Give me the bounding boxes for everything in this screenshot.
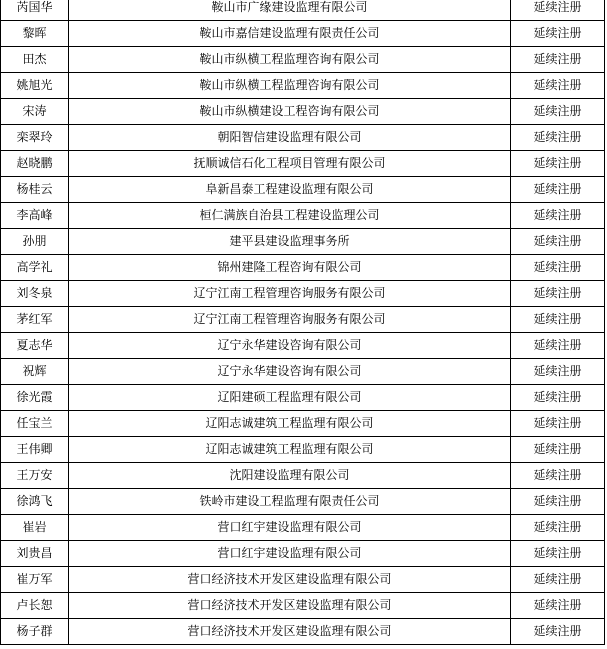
registration-status: 延续注册 — [533, 468, 582, 482]
person-name: 徐光霞 — [16, 390, 53, 404]
person-name: 赵晓鹏 — [16, 156, 53, 170]
person-name: 徐鸿飞 — [16, 494, 53, 508]
company-name: 辽阳志诚建筑工程监理有限公司 — [205, 416, 374, 430]
company-name: 辽宁永华建设咨询有限公司 — [217, 364, 362, 378]
company-cell — [69, 229, 511, 255]
status-cell — [511, 463, 605, 489]
company-cell — [69, 21, 511, 47]
name-cell — [1, 21, 69, 47]
name-cell — [1, 567, 69, 593]
registration-status: 延续注册 — [533, 572, 582, 586]
person-name: 李高峰 — [16, 208, 53, 222]
company-cell — [69, 99, 511, 125]
company-cell — [69, 73, 511, 99]
registration-status: 延续注册 — [533, 416, 582, 430]
name-cell — [1, 411, 69, 437]
company-name: 鞍山市纵横建设工程咨询有限公司 — [199, 104, 380, 118]
table-row — [1, 593, 605, 619]
status-cell — [511, 619, 605, 645]
table-row — [1, 21, 605, 47]
name-cell — [1, 229, 69, 255]
company-name: 辽阳建硕工程监理有限公司 — [217, 390, 362, 404]
name-cell — [1, 593, 69, 619]
company-cell — [69, 0, 511, 21]
registration-status: 延续注册 — [533, 494, 582, 508]
table-row — [1, 333, 605, 359]
registration-status: 延续注册 — [533, 364, 582, 378]
company-name: 沈阳建设监理有限公司 — [229, 468, 350, 482]
company-cell — [69, 489, 511, 515]
table-row — [1, 489, 605, 515]
status-cell — [511, 359, 605, 385]
registration-status: 延续注册 — [533, 234, 582, 248]
name-cell — [1, 281, 69, 307]
person-name: 茅红军 — [16, 312, 53, 326]
person-name: 黎晖 — [22, 26, 47, 40]
person-name: 杨桂云 — [16, 182, 53, 196]
status-cell — [511, 73, 605, 99]
table-row — [1, 0, 605, 21]
person-name: 高学礼 — [16, 260, 53, 274]
table-row — [1, 125, 605, 151]
status-cell — [511, 21, 605, 47]
company-cell — [69, 567, 511, 593]
table-row — [1, 515, 605, 541]
registration-status: 延续注册 — [533, 390, 582, 404]
company-name: 辽宁江南工程管理咨询服务有限公司 — [193, 312, 386, 326]
name-cell — [1, 73, 69, 99]
registration-status: 延续注册 — [533, 546, 582, 560]
company-cell — [69, 255, 511, 281]
registration-status: 延续注册 — [533, 338, 582, 352]
company-cell — [69, 463, 511, 489]
registration-status: 延续注册 — [533, 520, 582, 534]
status-cell — [511, 125, 605, 151]
status-cell — [511, 281, 605, 307]
person-name: 田杰 — [22, 52, 47, 66]
company-name: 鞍山市纵横工程监理咨询有限公司 — [199, 78, 380, 92]
table-row — [1, 437, 605, 463]
status-cell — [511, 489, 605, 515]
registration-status: 延续注册 — [533, 260, 582, 274]
person-name: 宋涛 — [22, 104, 47, 118]
status-cell — [511, 437, 605, 463]
company-name: 鞍山市广缘建设监理有限公司 — [211, 0, 368, 14]
person-name: 栾翠玲 — [16, 130, 53, 144]
company-name: 辽阳志诚建筑工程监理有限公司 — [205, 442, 374, 456]
name-cell — [1, 515, 69, 541]
person-name: 卢长恕 — [16, 598, 53, 612]
status-cell — [511, 229, 605, 255]
company-cell — [69, 541, 511, 567]
registration-status: 延续注册 — [533, 156, 582, 170]
registration-status: 延续注册 — [533, 26, 582, 40]
table-row — [1, 307, 605, 333]
company-cell — [69, 203, 511, 229]
table-row — [1, 567, 605, 593]
name-cell — [1, 47, 69, 73]
registration-status: 延续注册 — [533, 130, 582, 144]
registration-status: 延续注册 — [533, 78, 582, 92]
company-name: 抚顺诚信石化工程项目管理有限公司 — [193, 156, 386, 170]
company-cell — [69, 47, 511, 73]
name-cell — [1, 255, 69, 281]
registration-status: 延续注册 — [533, 286, 582, 300]
table-row — [1, 177, 605, 203]
table-row — [1, 47, 605, 73]
company-name: 朝阳智信建设监理有限公司 — [217, 130, 362, 144]
table-body — [1, 0, 605, 645]
person-name: 刘冬泉 — [16, 286, 53, 300]
status-cell — [511, 255, 605, 281]
registration-status: 延续注册 — [533, 182, 582, 196]
company-cell — [69, 385, 511, 411]
company-name: 铁岭市建设工程监理有限责任公司 — [199, 494, 380, 508]
company-cell — [69, 177, 511, 203]
table-row — [1, 73, 605, 99]
table-row — [1, 541, 605, 567]
status-cell — [511, 385, 605, 411]
name-cell — [1, 333, 69, 359]
company-cell — [69, 515, 511, 541]
name-cell — [1, 99, 69, 125]
person-name: 祝辉 — [22, 364, 47, 378]
registration-status: 延续注册 — [533, 104, 582, 118]
name-cell — [1, 619, 69, 645]
status-cell — [511, 515, 605, 541]
name-cell — [1, 177, 69, 203]
person-name: 崔岩 — [22, 520, 47, 534]
company-name: 鞍山市嘉信建设监理有限责任公司 — [199, 26, 380, 40]
company-cell — [69, 359, 511, 385]
person-name: 任宝兰 — [16, 416, 53, 430]
status-cell — [511, 567, 605, 593]
company-name: 营口经济技术开发区建设监理有限公司 — [187, 572, 392, 586]
registration-status: 延续注册 — [533, 208, 582, 222]
company-cell — [69, 619, 511, 645]
status-cell — [511, 333, 605, 359]
name-cell — [1, 541, 69, 567]
name-cell — [1, 125, 69, 151]
name-cell — [1, 307, 69, 333]
name-cell — [1, 151, 69, 177]
status-cell — [511, 541, 605, 567]
status-cell — [511, 177, 605, 203]
company-name: 阜新昌泰工程建设监理有限公司 — [205, 182, 374, 196]
company-name: 营口红宇建设监理有限公司 — [217, 546, 362, 560]
table-row — [1, 463, 605, 489]
person-name: 王万安 — [16, 468, 53, 482]
company-name: 桓仁满族自治县工程建设监理公司 — [199, 208, 380, 222]
table-row — [1, 229, 605, 255]
company-cell — [69, 281, 511, 307]
name-cell — [1, 437, 69, 463]
status-cell — [511, 203, 605, 229]
company-cell — [69, 151, 511, 177]
registration-status: 延续注册 — [533, 0, 582, 14]
status-cell — [511, 307, 605, 333]
name-cell — [1, 489, 69, 515]
company-name: 辽宁永华建设咨询有限公司 — [217, 338, 362, 352]
company-cell — [69, 307, 511, 333]
status-cell — [511, 47, 605, 73]
company-name: 营口红宇建设监理有限公司 — [217, 520, 362, 534]
name-cell — [1, 0, 69, 21]
registration-status: 延续注册 — [533, 442, 582, 456]
company-name: 营口经济技术开发区建设监理有限公司 — [187, 598, 392, 612]
person-name: 崔万军 — [16, 572, 53, 586]
registration-status: 延续注册 — [533, 598, 582, 612]
person-name: 王伟卿 — [16, 442, 53, 456]
table-row — [1, 255, 605, 281]
name-cell — [1, 463, 69, 489]
company-cell — [69, 593, 511, 619]
company-name: 营口经济技术开发区建设监理有限公司 — [187, 624, 392, 638]
table-row — [1, 281, 605, 307]
person-name: 杨子群 — [16, 624, 53, 638]
status-cell — [511, 0, 605, 21]
table-row — [1, 411, 605, 437]
person-name: 芮国华 — [16, 0, 53, 14]
table-row — [1, 203, 605, 229]
registration-status: 延续注册 — [533, 52, 582, 66]
person-name: 孙朋 — [22, 234, 47, 248]
company-name: 辽宁江南工程管理咨询服务有限公司 — [193, 286, 386, 300]
company-cell — [69, 125, 511, 151]
table-row — [1, 359, 605, 385]
company-name: 鞍山市纵横工程监理咨询有限公司 — [199, 52, 380, 66]
name-cell — [1, 203, 69, 229]
company-cell — [69, 333, 511, 359]
registration-status: 延续注册 — [533, 312, 582, 326]
name-cell — [1, 359, 69, 385]
company-cell — [69, 411, 511, 437]
company-name: 建平县建设监理事务所 — [229, 234, 350, 248]
table-row — [1, 619, 605, 645]
registration-status: 延续注册 — [533, 624, 582, 638]
table-row — [1, 99, 605, 125]
person-name: 刘贵昌 — [16, 546, 53, 560]
status-cell — [511, 593, 605, 619]
status-cell — [511, 411, 605, 437]
company-name: 锦州建隆工程咨询有限公司 — [217, 260, 362, 274]
table-row — [1, 151, 605, 177]
name-cell — [1, 385, 69, 411]
person-name: 夏志华 — [16, 338, 53, 352]
table-row — [1, 385, 605, 411]
status-cell — [511, 99, 605, 125]
company-cell — [69, 437, 511, 463]
person-name: 姚旭光 — [16, 78, 53, 92]
status-cell — [511, 151, 605, 177]
